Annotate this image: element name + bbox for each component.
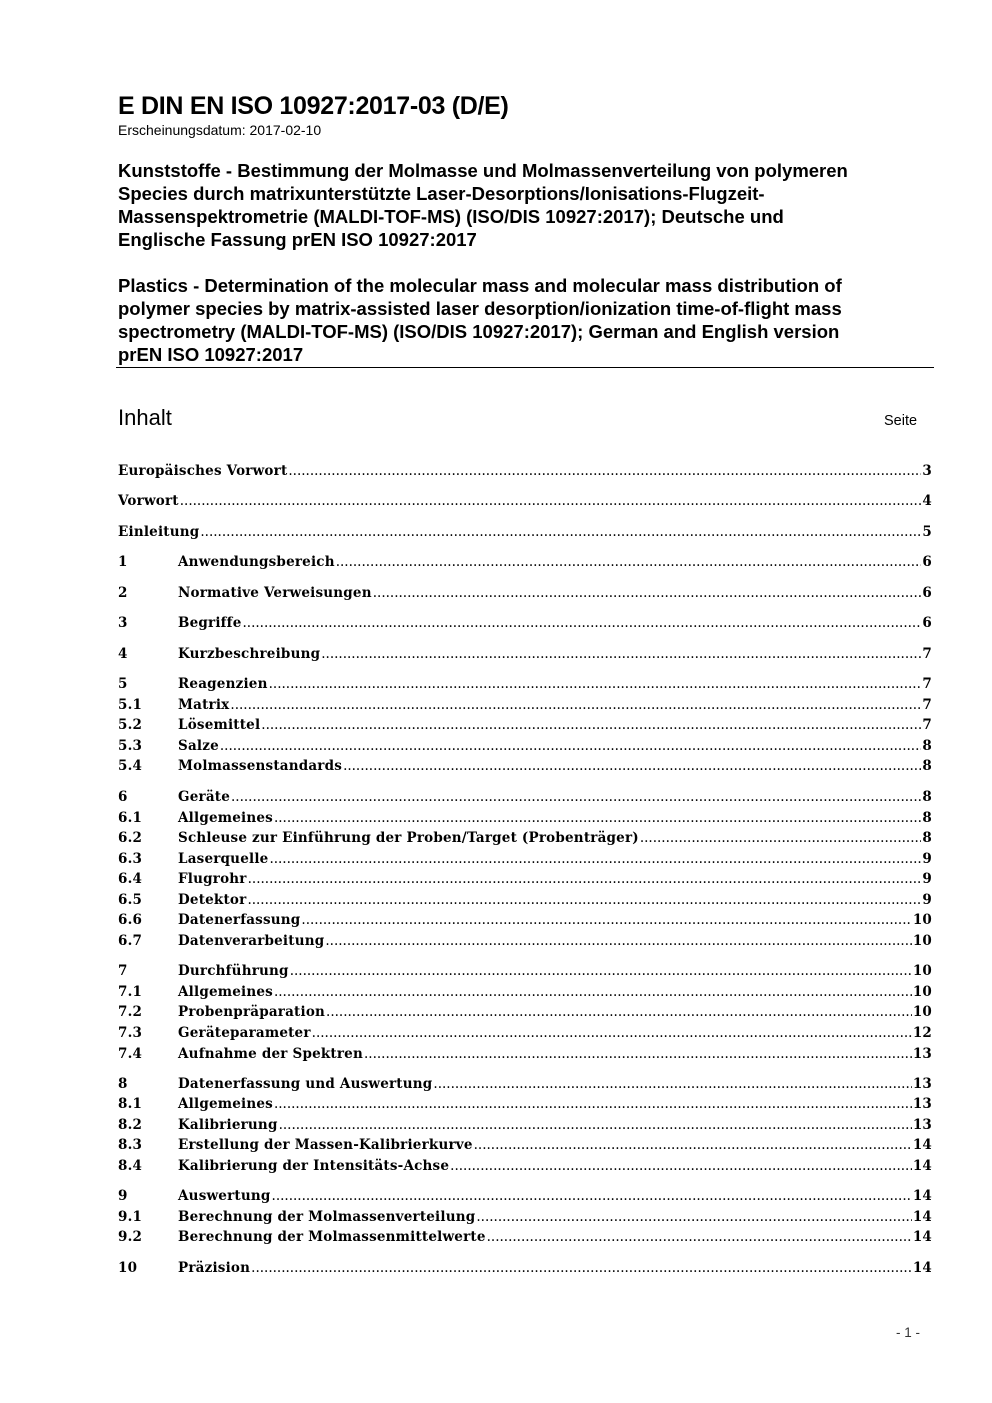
- document-id: E DIN EN ISO 10927:2017-03 (D/E): [118, 92, 509, 120]
- toc-entry-number: 7.2: [118, 1004, 143, 1020]
- toc-entry-number: 8.2: [118, 1117, 143, 1133]
- toc-entry[interactable]: [118, 1158, 932, 1178]
- toc-dot-leader: [487, 1229, 912, 1245]
- toc-dot-leader: [269, 676, 922, 692]
- toc-entry-number: 6: [118, 789, 128, 805]
- toc-entry[interactable]: [118, 871, 932, 891]
- toc-dot-leader: [312, 1025, 912, 1041]
- toc-entry-number: 6.2: [118, 830, 143, 846]
- toc-entry-number: 7.1: [118, 984, 143, 1000]
- toc-entry-title: Molmassenstandards: [178, 758, 343, 774]
- toc-entry[interactable]: [118, 1260, 932, 1280]
- toc-entry-title: Berechnung der Molmassenverteilung: [178, 1209, 476, 1225]
- toc-entry-title: Vorwort: [118, 493, 179, 509]
- toc-entry[interactable]: [118, 1137, 932, 1157]
- toc-entry-page: 8: [922, 738, 932, 754]
- toc-entry-title: Berechnung der Molmassenmittelwerte: [178, 1229, 486, 1245]
- page-number: - 1 -: [896, 1325, 921, 1340]
- toc-entry[interactable]: [118, 615, 932, 635]
- toc-entry-page: 14: [912, 1188, 932, 1204]
- toc-entry-title: Salze: [178, 738, 219, 754]
- toc-entry-number: 2: [118, 585, 128, 601]
- toc-entry-page: 8: [922, 758, 932, 774]
- toc-entry-number: 6.7: [118, 933, 143, 949]
- title-german: [118, 159, 948, 251]
- toc-entry-number: 4: [118, 646, 128, 662]
- toc-dot-leader: [326, 1004, 912, 1020]
- toc-dot-leader: [230, 697, 921, 713]
- toc-entry-number: 7: [118, 963, 128, 979]
- toc-entry-number: 8.1: [118, 1096, 143, 1112]
- toc-entry-number: 9.2: [118, 1229, 143, 1245]
- toc-entry[interactable]: [118, 758, 932, 778]
- toc-entry-page: 8: [922, 830, 932, 846]
- toc-entry[interactable]: [118, 789, 932, 809]
- publication-date: Erscheinungsdatum: 2017-02-10: [118, 122, 322, 138]
- toc-entry-page: 6: [922, 585, 932, 601]
- toc-dot-leader: [476, 1209, 911, 1225]
- toc-entry-page: 9: [922, 871, 932, 887]
- toc-entry-number: 8: [118, 1076, 128, 1092]
- toc-entry-title: Geräte: [178, 789, 231, 805]
- toc-dot-leader: [301, 912, 911, 928]
- toc-entry[interactable]: [118, 810, 932, 830]
- title-english-line: prEN ISO 10927:2017: [118, 344, 304, 365]
- toc-dot-leader: [274, 1096, 912, 1112]
- toc-entry-title: Präzision: [178, 1260, 251, 1276]
- toc-entry-title: Allgemeines: [178, 984, 273, 1000]
- title-english: [118, 274, 948, 366]
- toc-entry-page: 3: [922, 463, 932, 479]
- toc-entry-number: 9: [118, 1188, 128, 1204]
- toc-entry-title: Probenpräparation: [178, 1004, 326, 1020]
- toc-entry-number: 1: [118, 554, 128, 570]
- toc-entry-title: Matrix: [178, 697, 230, 713]
- toc-dot-leader: [343, 758, 921, 774]
- toc-entry-number: 6.4: [118, 871, 143, 887]
- toc-entry-title: Allgemeines: [178, 1096, 273, 1112]
- toc-dot-leader: [261, 717, 921, 733]
- toc-entry-number: 10: [118, 1260, 138, 1276]
- toc-entry-number: 5: [118, 676, 128, 692]
- toc-dot-leader: [336, 554, 922, 570]
- toc-entry-title: Aufnahme der Spektren: [178, 1046, 363, 1062]
- toc-entry[interactable]: [118, 697, 932, 717]
- toc-entry[interactable]: [118, 493, 932, 513]
- toc-entry-page: 10: [912, 1004, 932, 1020]
- toc-entry[interactable]: [118, 1046, 932, 1066]
- title-german-line: Species durch matrixunterstützte Laser-Desorptions/Ionisations-Flugzeit-: [118, 183, 765, 204]
- toc-dot-leader: [290, 963, 912, 979]
- toc-heading: Inhalt: [118, 405, 172, 430]
- title-english-line: Plastics - Determination of the molecular mass and molecular mass distribution of: [118, 275, 842, 296]
- toc-dot-leader: [247, 892, 921, 908]
- toc-entry-number: 9.1: [118, 1209, 143, 1225]
- toc-entry-number: 5.3: [118, 738, 143, 754]
- toc-entry-title: Normative Verweisungen: [178, 585, 372, 601]
- toc-entry-title: Einleitung: [118, 524, 200, 540]
- toc-dot-leader: [279, 1117, 912, 1133]
- toc-entry-number: 7.4: [118, 1046, 143, 1062]
- toc-entry[interactable]: [118, 524, 932, 544]
- toc-dot-leader: [321, 646, 921, 662]
- toc-entry-page: 10: [912, 963, 932, 979]
- toc-entry-title: Schleuse zur Einführung der Proben/Target (Probenträger): [178, 830, 639, 846]
- toc-entry[interactable]: [118, 1229, 932, 1249]
- toc-entry-page: 12: [912, 1025, 932, 1041]
- toc-entry-page: 8: [922, 789, 932, 805]
- toc-entry-title: Datenerfassung: [178, 912, 301, 928]
- toc-entry[interactable]: [118, 933, 932, 953]
- toc-entry-title: Detektor: [178, 892, 247, 908]
- toc-entry-title: Geräteparameter: [178, 1025, 311, 1041]
- toc-entry-page: 13: [912, 1076, 932, 1092]
- toc-entry-page: 14: [912, 1260, 932, 1276]
- toc-entry-title: Europäisches Vorwort: [118, 463, 288, 479]
- toc-entry-page: 14: [912, 1229, 932, 1245]
- toc-entry[interactable]: [118, 1117, 932, 1137]
- toc-dot-leader: [274, 984, 912, 1000]
- toc-entry[interactable]: [118, 646, 932, 666]
- toc-entry-number: 6.3: [118, 851, 143, 867]
- toc-dot-leader: [373, 585, 922, 601]
- toc-entry[interactable]: [118, 1076, 932, 1096]
- toc-entry[interactable]: [118, 554, 932, 574]
- toc-entry[interactable]: [118, 851, 932, 871]
- toc-entry[interactable]: [118, 463, 932, 483]
- toc-entry-page: 10: [912, 912, 932, 928]
- toc-entry-number: 6.1: [118, 810, 143, 826]
- toc-entry-page: 7: [922, 717, 932, 733]
- toc-entry-number: 8.3: [118, 1137, 143, 1153]
- toc-entry[interactable]: [118, 892, 932, 912]
- toc-entry-page: 9: [922, 851, 932, 867]
- toc-entry[interactable]: [118, 717, 932, 737]
- toc-entry-title: Datenerfassung und Auswertung: [178, 1076, 433, 1092]
- toc-entry-title: Durchführung: [178, 963, 289, 979]
- toc-entry-page: 6: [922, 615, 932, 631]
- toc-dot-leader: [450, 1158, 912, 1174]
- toc-dot-leader: [242, 615, 921, 631]
- toc-page-column-heading: Seite: [884, 413, 918, 429]
- toc-entry-page: 14: [912, 1158, 932, 1174]
- toc-entry[interactable]: [118, 1025, 932, 1045]
- toc-entry-title: Begriffe: [178, 615, 242, 631]
- toc-entry[interactable]: [118, 1004, 932, 1024]
- toc-entry[interactable]: [118, 738, 932, 758]
- toc-entry-page: 7: [922, 697, 932, 713]
- toc-entry-number: 6.6: [118, 912, 143, 928]
- toc-entry-title: Allgemeines: [178, 810, 273, 826]
- toc-entry[interactable]: [118, 1096, 932, 1116]
- title-english-line: spectrometry (MALDI-TOF-MS) (ISO/DIS 10927:2017); German and English version: [118, 321, 840, 342]
- toc-dot-leader: [364, 1046, 912, 1062]
- toc-entry-number: 7.3: [118, 1025, 143, 1041]
- toc-dot-leader: [640, 830, 922, 846]
- toc-dot-leader: [474, 1137, 912, 1153]
- toc-entry-page: 10: [912, 933, 932, 949]
- toc-entry[interactable]: [118, 912, 932, 932]
- toc-entry-page: 13: [912, 1046, 932, 1062]
- toc-entry-page: 4: [922, 493, 932, 509]
- toc-entry-title: Kalibrierung der Intensitäts-Achse: [178, 1158, 450, 1174]
- toc-entry-number: 3: [118, 615, 128, 631]
- toc-entry-page: 14: [912, 1137, 932, 1153]
- toc-entry-title: Auswertung: [178, 1188, 271, 1204]
- toc-entry[interactable]: [118, 830, 932, 850]
- toc-dot-leader: [433, 1076, 911, 1092]
- toc-dot-leader: [200, 524, 921, 540]
- toc-entry-page: 5: [922, 524, 932, 540]
- toc-entry-title: Erstellung der Massen-Kalibrierkurve: [178, 1137, 473, 1153]
- toc-dot-leader: [288, 463, 921, 479]
- toc-entry[interactable]: [118, 1188, 932, 1208]
- title-german-line: Massenspektrometrie (MALDI-TOF-MS) (ISO/DIS 10927:2017); Deutsche und: [118, 206, 784, 227]
- toc-entry[interactable]: [118, 1209, 932, 1229]
- toc-entry-page: 8: [922, 810, 932, 826]
- toc-entry[interactable]: [118, 984, 932, 1004]
- toc-entry-title: Laserquelle: [178, 851, 269, 867]
- toc-entry-page: 7: [922, 646, 932, 662]
- toc-entry-page: 14: [912, 1209, 932, 1225]
- toc-entry-page: 7: [922, 676, 932, 692]
- toc-dot-leader: [220, 738, 922, 754]
- title-german-line: Kunststoffe - Bestimmung der Molmasse und Molmassenverteilung von polymeren: [118, 160, 848, 181]
- toc-entry-title: Kurzbeschreibung: [178, 646, 321, 662]
- toc-entry-number: 5.4: [118, 758, 143, 774]
- toc-dot-leader: [325, 933, 911, 949]
- toc-dot-leader: [231, 789, 921, 805]
- toc-entry-number: 5.1: [118, 697, 143, 713]
- toc-dot-leader: [272, 1188, 912, 1204]
- toc-dot-leader: [269, 851, 921, 867]
- toc-entry[interactable]: [118, 585, 932, 605]
- toc-entry[interactable]: [118, 963, 932, 983]
- toc-entry-title: Lösemittel: [178, 717, 261, 733]
- toc-entry-page: 6: [922, 554, 932, 570]
- toc-entry-title: Datenverarbeitung: [178, 933, 325, 949]
- toc-entry-page: 9: [922, 892, 932, 908]
- title-german-line: Englische Fassung prEN ISO 10927:2017: [118, 229, 477, 250]
- toc-dot-leader: [251, 1260, 912, 1276]
- toc-dot-leader: [274, 810, 921, 826]
- toc-entry-title: Reagenzien: [178, 676, 268, 692]
- title-english-line: polymer species by matrix-assisted laser desorption/ionization time-of-flight mass: [118, 298, 842, 319]
- toc-entry[interactable]: [118, 676, 932, 696]
- toc-entry-number: 6.5: [118, 892, 143, 908]
- toc-entry-title: Anwendungsbereich: [178, 554, 335, 570]
- toc-entry-number: 5.2: [118, 717, 143, 733]
- toc-entry-page: 10: [912, 984, 932, 1000]
- toc-entry-number: 8.4: [118, 1158, 143, 1174]
- toc-entry-page: 13: [912, 1096, 932, 1112]
- toc-dot-leader: [180, 493, 922, 509]
- title-divider: [116, 367, 934, 368]
- toc-entry-page: 13: [912, 1117, 932, 1133]
- toc-entry-title: Kalibrierung: [178, 1117, 278, 1133]
- toc-entry-title: Flugrohr: [178, 871, 247, 887]
- toc-dot-leader: [248, 871, 922, 887]
